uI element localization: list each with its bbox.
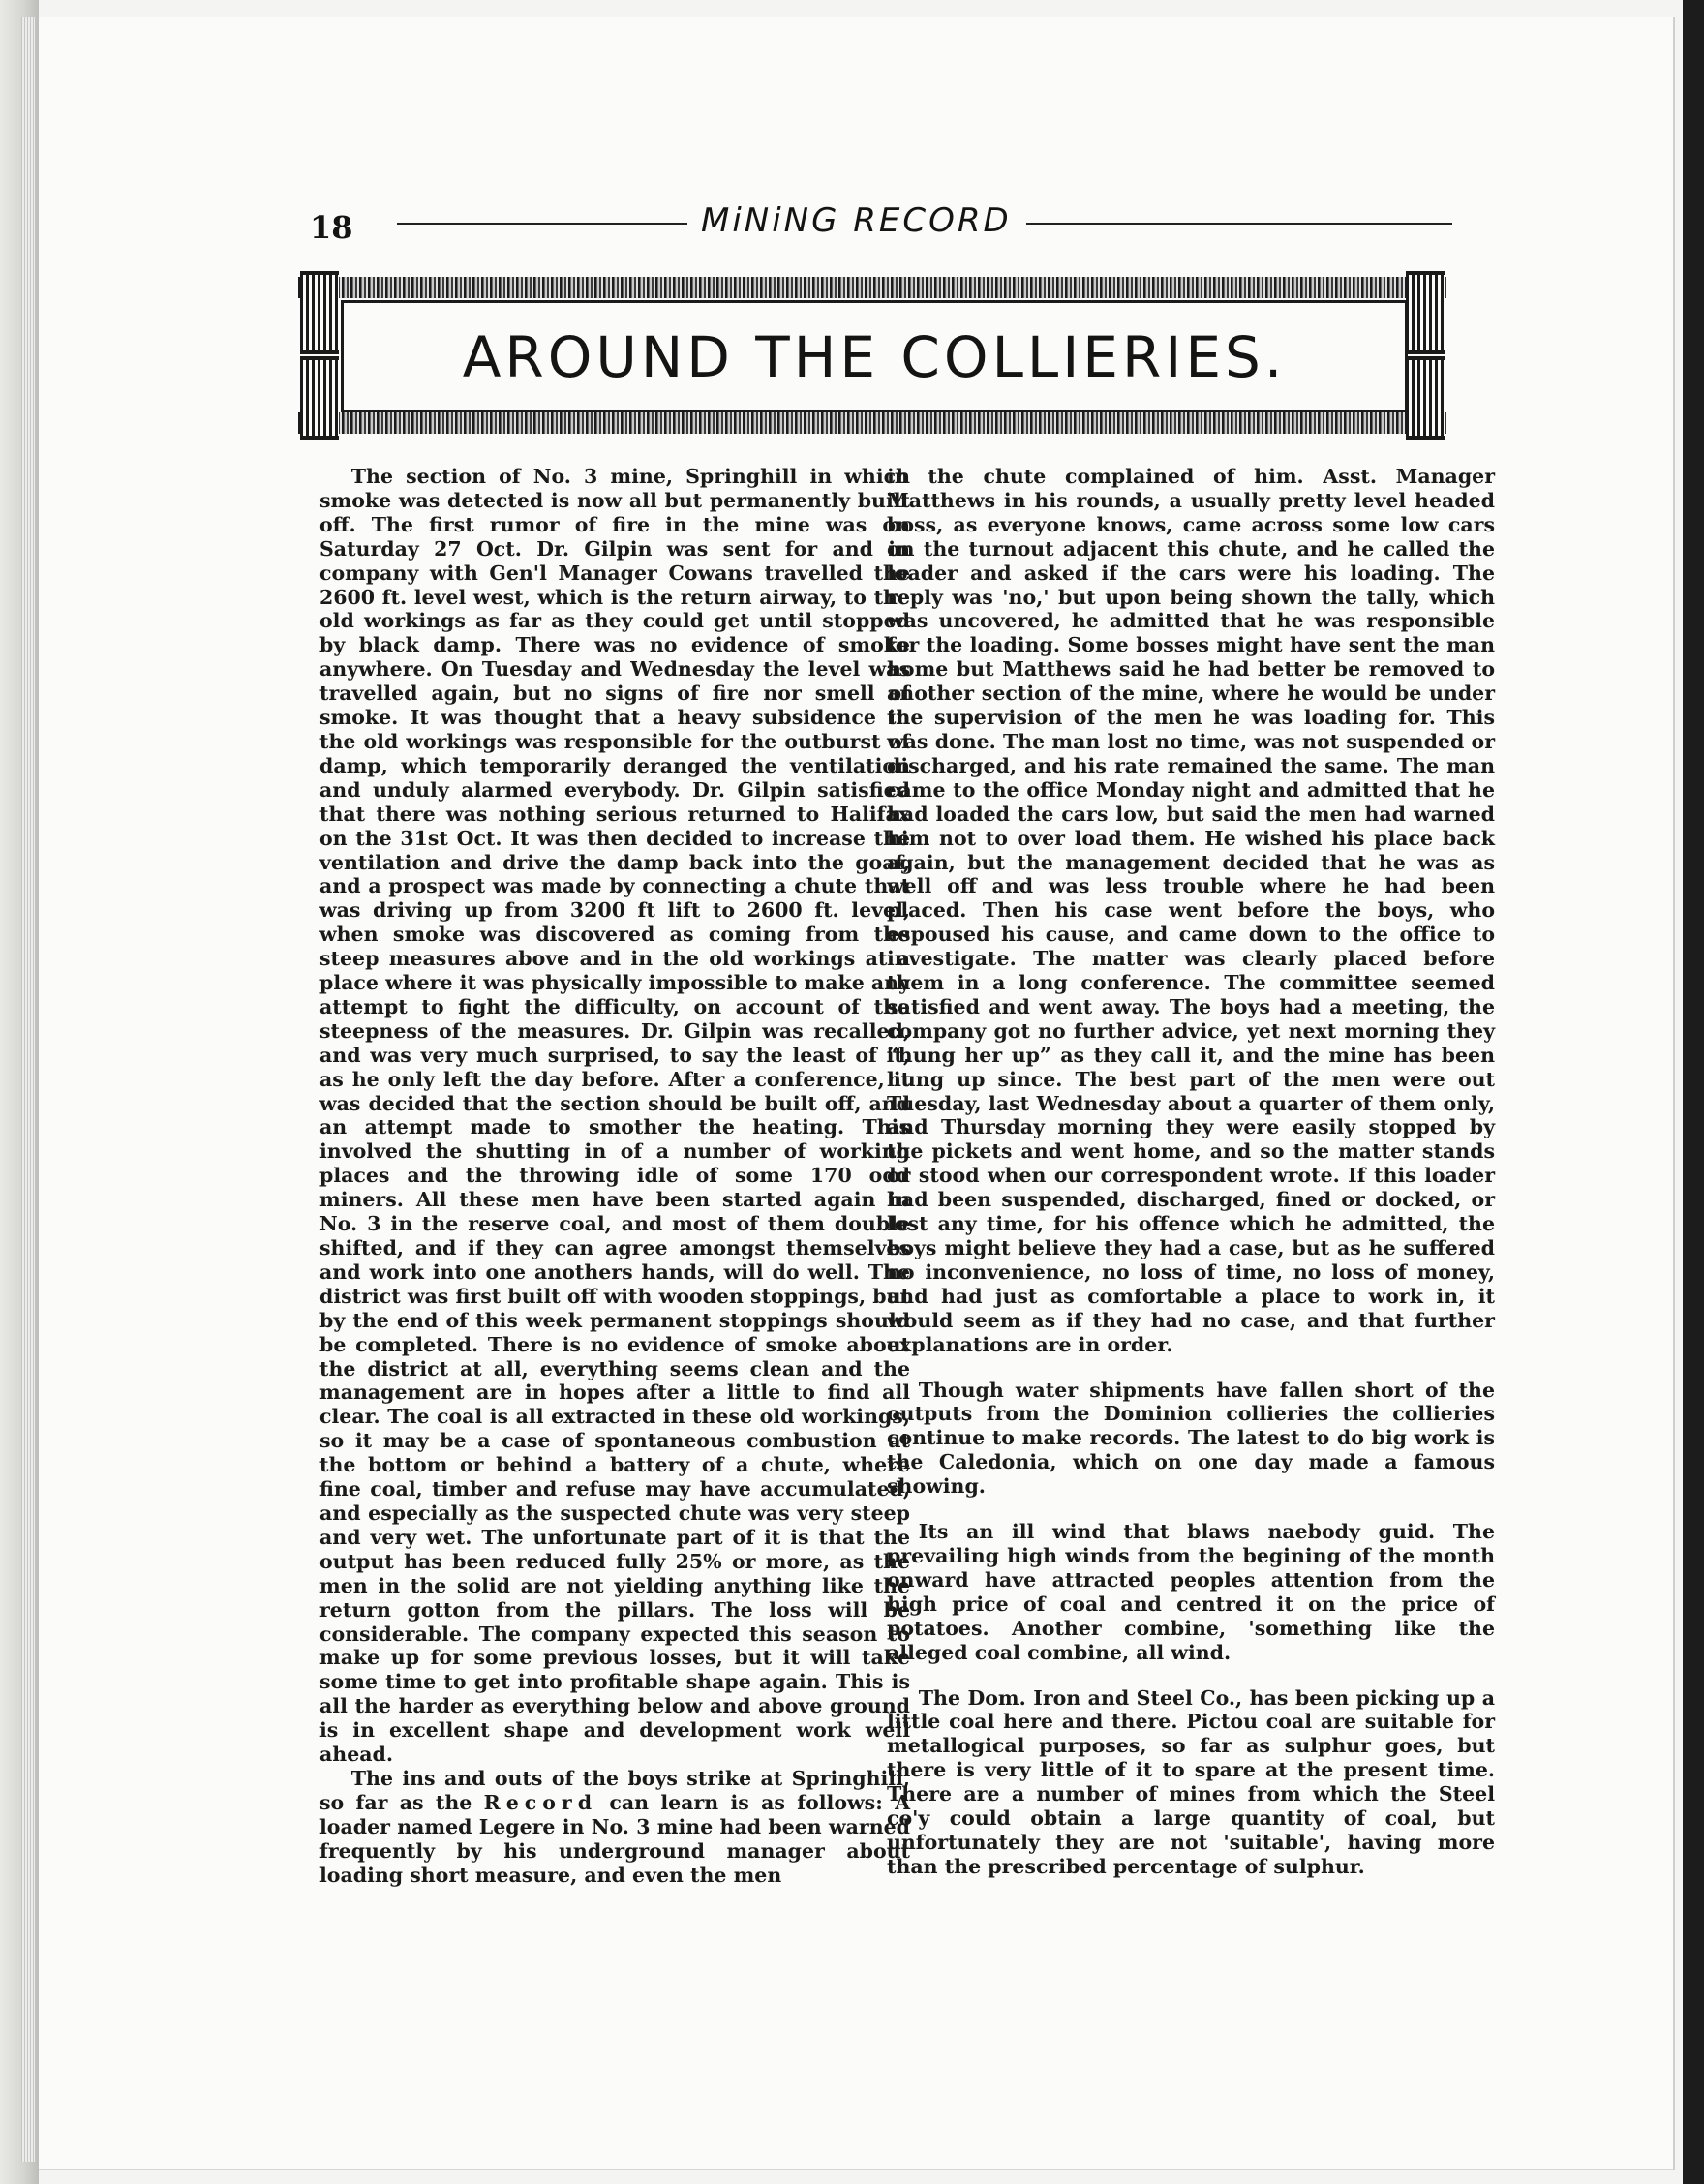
article-paragraph: Its an ill wind that blaws naebody guid. The prevailing high winds from the begining of the month onward have attracted peoples attention from the high price of coal and centred it on the price of potatoes. Another combine, 'something like the alleged coal combine, all wind. (887, 1520, 1495, 1664)
magazine-page (39, 17, 1675, 2170)
article-paragraph: The section of No. 3 mine, Springhill in which smoke was detected is now all but permanently built off. The first rumor of fire in the mine was on Saturday 27 Oct. Dr. Gilpin was sent for and in company with Gen'l Manager Cowans travelled the 2600 ft. level west, which is the return airway, to the old workings as far as they could get until stopped by black damp. There was no evidence of smoke anywhere. On Tuesday and Wednesday the level was travelled again, but no signs of fire nor smell of smoke. It was thought that a heavy subsidence in the old workings was responsible for the outburst of damp, which temporarily deranged the ventilation and unduly alarmed everybody. Dr. Gilpin satisfied that there was nothing serious returned to Halifax on the 31st Oct. It was then decided to increase the ventilation and drive the damp back into the goaf, and a prospect was made by connecting a chute that was driving up from 3200 ft lift to 2600 ft. level, when smoke was discovered as coming from the steep measures above and in the old workings at a place where it was physically impossible to make any attempt to fight the difficulty, on account of the steepness of the measures. Dr. Gilpin was recalled, and was very much surprised, to say the least of it, as he only left the day before. After a conference, it was decided that the section should be built off, and an attempt made to smother the heating. This involved the shutting in of a number of working places and the throwing idle of some 170 odd miners. All these men have been started again in No. 3 in the reserve coal, and most of them double shifted, and if they can agree amongst themselves and work into one anothers hands, will do well. The district was first built off with wooden stoppings, but by the end of this week permanent stoppings should be completed. There is no evidence of smoke about the district at all, everything seems clean and the management are in hopes after a little to find all clear. The coal is all extracted in these old workings, so it may be a case of spontaneous combustion at the bottom or behind a battery of a chute, where fine coal, timber and refuse may have accumulated, and especially as the suspected chute was very steep and very wet. The unfortunate part of it is that the output has been reduced fully 25% or more, as the men in the solid are not yielding anything like the return gotton from the pillars. The loss will be considerable. The company expected this season to make up for some previous losses, but it will take some time to get into profitable shape again. This is all the harder as everything below and above ground is in excellent shape and development work well ahead. (320, 465, 910, 1767)
article-column-left (320, 465, 910, 1887)
banner-ornament (300, 271, 339, 354)
strike-rest: can learn is as follows: A loader named Legere in No. 3 mine had been warned frequently by his underground manager about loading short measure, and even the men (320, 1790, 911, 1887)
scan-dark-edge (1683, 0, 1704, 2184)
article-paragraph: Though water shipments have fallen short of the outputs from the Dominion collieries the collieries continue to make records. The latest to do big work is the Caledonia, which on one day made a famous showing. (887, 1378, 1495, 1499)
banner-ornament (1406, 271, 1445, 354)
section-banner (298, 271, 1446, 440)
banner-stripe-top (298, 277, 1446, 298)
article-paragraph: The Dom. Iron and Steel Co., has been picking up a little coal here and there. Pictou coal are suitable for metallogical purposes, so far as sulphur goes, but there is very little of it to spare at the present time. There are a number of mines from which the Steel co'y could obtain a large quantity of coal, but unfortunately they are not 'suitable', having more than the prescribed percentage of sulphur. (887, 1685, 1495, 1878)
journal-title: MiNiNG RECORD (701, 201, 1012, 240)
banner-ornament (1406, 356, 1445, 440)
banner-box (341, 300, 1408, 412)
section-title: AROUND THE COLLIERIES. (462, 324, 1287, 390)
page-stack-edge (21, 17, 35, 2162)
article-column-right (887, 465, 1495, 1879)
journal-name-inline: Record (483, 1790, 598, 1814)
article-paragraph: in the chute complained of him. Asst. Manager Matthews in his rounds, a usually pretty level headed boss, as everyone knows, came across some low cars on the turnout adjacent this chute, and he called the loader and asked if the cars were his loading. The reply was 'no,' but upon being shown the tally, which was uncovered, he admitted that he was responsible for the loading. Some bosses might have sent the man home but Matthews said he had better be removed to another section of the mine, where he would be under the supervision of the men he was loading for. This was done. The man lost no time, was not suspended or discharged, and his rate remained the same. The man came to the office Monday night and admitted that he had loaded the cars low, but said the men had warned him not to over load them. He wished his place back again, but the management decided that he was as well off and was less trouble where he had been placed. Then his case went before the boys, who espoused his cause, and came down to the office to investigate. The matter was clearly placed before them in a long conference. The committee seemed satisfied and went away. The boys had a meeting, the company got no further advice, yet next morning they “hung her up” as they call it, and the mine has been hung up since. The best part of the men were out Tuesday, last Wednesday about a quarter of them only, and Thursday morning they were easily stopped by the pickets and went home, and so the matter stands or stood when our correspondent wrote. If this loader had been suspended, discharged, fined or docked, or lost any time, for his offence which he admitted, the boys might believe they had a case, but as he suffered no inconvenience, no loss of time, no loss of money, and had just as comfortable a place to work in, it would seem as if they had no case, and that further explanations are in order. (887, 465, 1495, 1356)
banner-ornament (300, 356, 339, 440)
banner-stripe-bottom (298, 412, 1446, 434)
page-number: 18 (310, 209, 353, 246)
article-paragraph (320, 1767, 910, 1888)
strike-intro: The ins and outs of the boys strike at Springhill, so far as the (320, 1766, 910, 1814)
header-rule (1026, 223, 1452, 225)
header-rule (397, 223, 687, 225)
